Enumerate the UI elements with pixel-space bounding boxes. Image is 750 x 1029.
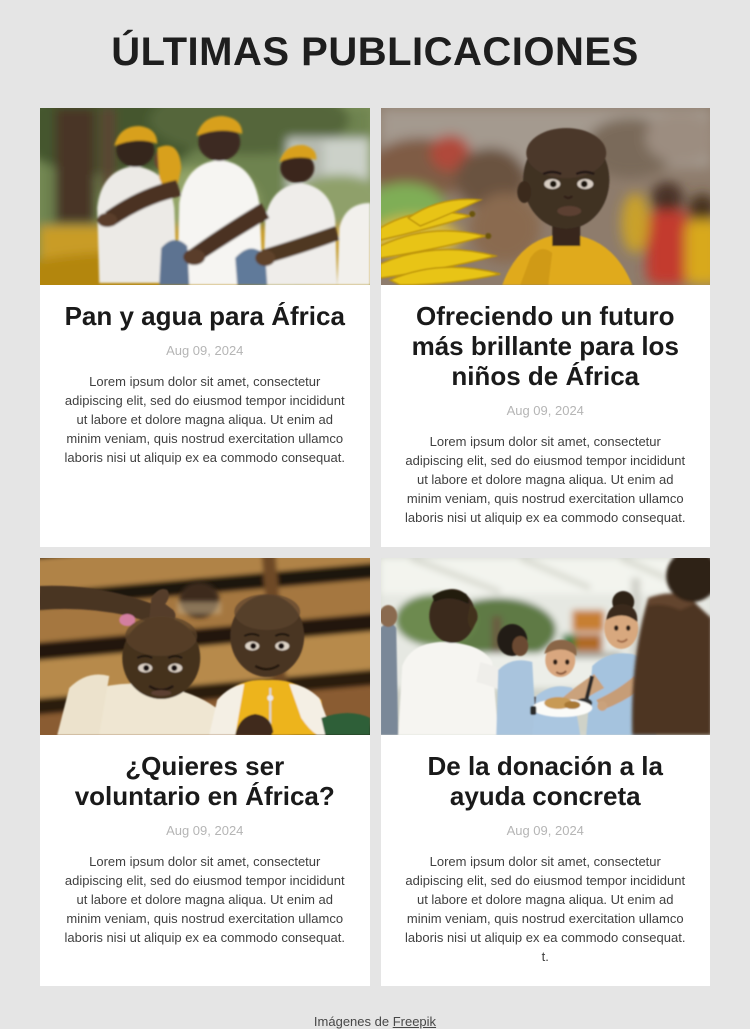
- post-photo-group-hug[interactable]: [40, 108, 370, 285]
- post-date: Aug 09, 2024: [506, 403, 584, 418]
- post-date: Aug 09, 2024: [506, 823, 584, 838]
- post-body: [381, 285, 711, 547]
- post-date: Aug 09, 2024: [166, 343, 244, 358]
- post-excerpt: Lorem ipsum dolor sit amet, consectetur adipiscing elit, sed do eiusmod tempor incididunt ut labore et dolore magna aliqua. Ut enim ad minim veniam, quis nostrud exercitation ullamco laboris nisi ut aliquip ex ea commodo consequat.: [64, 854, 345, 945]
- post-card-donacion: [381, 558, 711, 986]
- credit-prefix: Imágenes de: [313, 1014, 393, 1029]
- post-excerpt: Lorem ipsum dolor sit amet, consectetur adipiscing elit, sed do eiusmod tempor incididunt ut labore et dolore magna aliqua. Ut enim ad minim veniam, quis nostrud exercitation ullamco laboris nisi ut aliquip ex ea commodo consequat.: [405, 434, 686, 525]
- page-title: ÚLTIMAS PUBLICACIONES: [111, 30, 639, 74]
- post-body: [381, 735, 711, 986]
- post-title[interactable]: De la donación a la ayuda concreta: [427, 751, 663, 811]
- posts-grid: [40, 108, 710, 986]
- post-body: [40, 285, 370, 487]
- post-excerpt: Lorem ipsum dolor sit amet, consectetur adipiscing elit, sed do eiusmod tempor incididunt ut labore et dolore magna aliqua. Ut enim ad minim veniam, quis nostrud exercitation ullamco laboris nisi ut aliquip ex ea commodo consequat. t.: [405, 854, 686, 964]
- post-card-futuro-brillante: [381, 108, 711, 547]
- post-photo-two-boys[interactable]: [40, 558, 370, 735]
- post-body: [40, 735, 370, 967]
- post-photo-market-child[interactable]: [381, 108, 711, 285]
- post-photo-volunteers-serving[interactable]: [381, 558, 711, 735]
- image-credit: [0, 1014, 750, 1029]
- post-title[interactable]: ¿Quieres ser voluntario en África?: [74, 751, 335, 811]
- post-title[interactable]: Ofreciendo un futuro más brillante para los niños de África: [411, 301, 679, 391]
- post-date: Aug 09, 2024: [166, 823, 244, 838]
- post-card-pan-y-agua: [40, 108, 370, 547]
- freepik-link[interactable]: Freepik: [392, 1014, 437, 1029]
- post-excerpt: Lorem ipsum dolor sit amet, consectetur adipiscing elit, sed do eiusmod tempor incididunt ut labore et dolore magna aliqua. Ut enim ad minim veniam, quis nostrud exercitation ullamco laboris nisi ut aliquip ex ea commodo consequat.: [64, 374, 345, 465]
- post-card-voluntario: [40, 558, 370, 986]
- post-title[interactable]: Pan y agua para África: [64, 301, 345, 331]
